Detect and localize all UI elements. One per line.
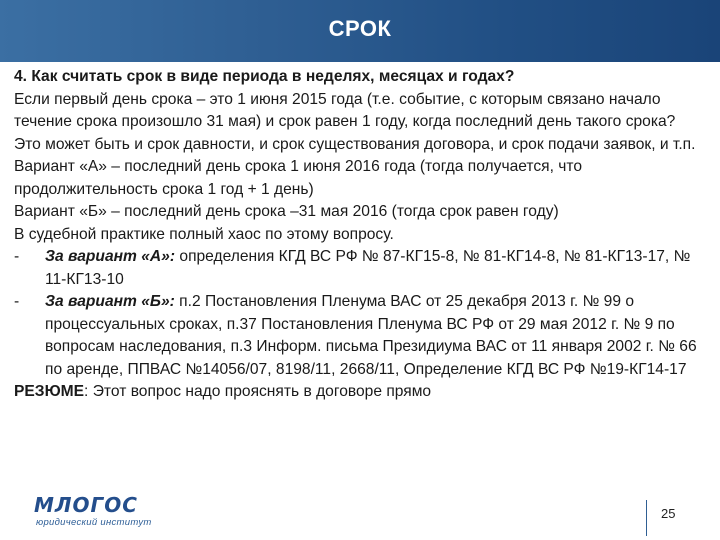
bullet-variant-b (14, 291, 704, 381)
summary-paragraph (14, 381, 704, 404)
variant-a-paragraph: Вариант «А» – последний день срока 1 июня 2016 года (тогда получается, что продолжительность срока 1 год + 1 день) (14, 158, 583, 198)
page-number: 25 (661, 506, 676, 521)
logo-wordmark: МЛОГОС (34, 493, 138, 517)
logo (34, 493, 174, 531)
variant-b-paragraph: Вариант «Б» – последний день срока –31 мая 2016 (тогда срок равен году) (14, 203, 559, 220)
summary-text: : Этот вопрос надо прояснять в договоре прямо (84, 383, 432, 400)
question-heading: 4. Как считать срок в виде периода в неделях, месяцах и годах? (14, 68, 515, 85)
bullet-lead: За вариант «А»: (45, 248, 176, 265)
logo-subtitle: юридический институт (36, 517, 152, 528)
practice-paragraph: В судебной практике полный хаос по этому вопросу. (14, 225, 394, 243)
slide-body (14, 66, 704, 404)
slide-title: СРОК (328, 16, 392, 41)
bullet-variant-a (14, 246, 704, 291)
bullet-dash: - (14, 293, 20, 310)
bullet-text: определения КГД ВС РФ № 87-КГ15-8, № 81-КГ14-8, № 81-КГ13-17, № 11-КГ13-10 (45, 248, 691, 288)
bullet-lead: За вариант «Б»: (45, 293, 175, 310)
intro-paragraph: Если первый день срока – это 1 июня 2015 года (т.е. событие, с которым связано начало течение срока произошло 31 мая) и срок равен 1 году, когда последний день такого срока? Это может быть и срок давности, и срок существования договора, и срок подачи заявок, и т.п. (14, 90, 696, 153)
bullet-dash: - (14, 248, 20, 265)
header-bar (0, 0, 720, 62)
bullet-text: п.2 Постановления Пленума ВАС от 25 декабря 2013 г. № 99 о процессуальных сроках, п.37 Постановления Пленума ВС РФ от 29 мая 2012 г. № 9 по вопросам наследования, п.3 Информ. письма Президиума ВАС от 11 января 2002 г. № 66 по аренде, ППВАС №14056/07, 8198/11, 2668/11, Определение КГД ВС РФ №19-КГ14-17 (45, 293, 697, 378)
summary-label: РЕЗЮМЕ (14, 383, 85, 400)
